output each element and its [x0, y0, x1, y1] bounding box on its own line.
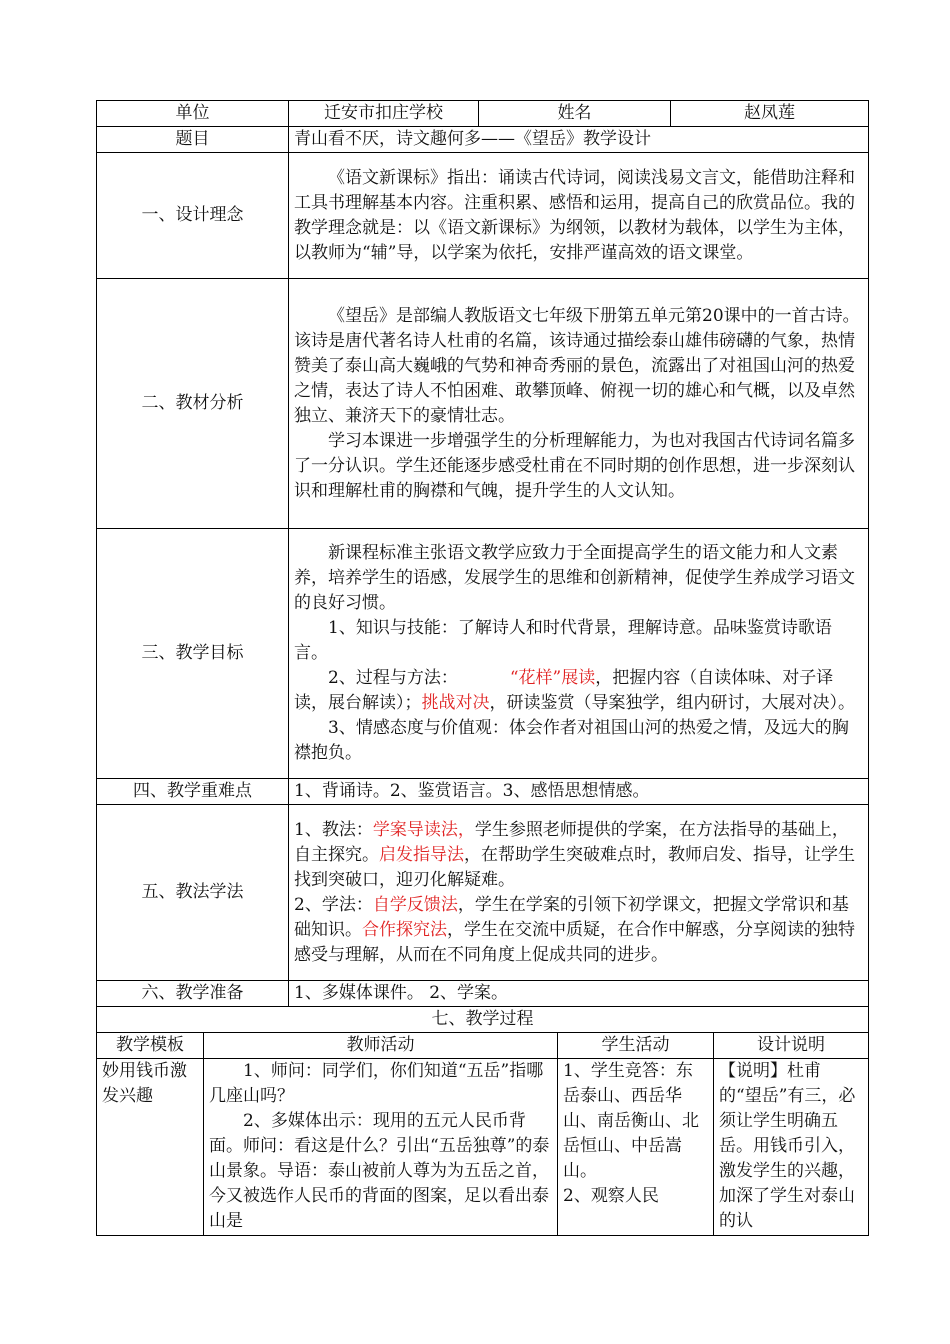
paragraph — [294, 818, 863, 893]
section-body-teaching-goals — [289, 529, 869, 779]
lesson-plan-page — [96, 100, 868, 1236]
section-body-key-points: 1、背诵诗。2、鉴赏语言。3、感悟思想情感。 — [289, 779, 869, 805]
highlight-text: 合作探究法 — [362, 919, 447, 940]
paragraph — [294, 893, 863, 968]
paragraph: 2、观察人民 — [563, 1186, 659, 1206]
paragraph: 《语文新课标》指出：诵读古代诗词，阅读浅易文言文，能借助注释和工具书理解基本内容。注重积累、感悟和运用，提高自己的欣赏品位。我的教学理念就是：以《语文新课标》为纲领，以教材为载体，以学生为主体，以教师为“辅”导，以学案为依托，安排严谨高效的语文课堂。 — [294, 167, 855, 263]
process-module-cell: 妙用钱币激发兴趣 — [97, 1059, 204, 1236]
section-label-preparation: 六、教学准备 — [97, 981, 289, 1007]
highlight-text: 挑战对决 — [421, 693, 490, 713]
paragraph: 新课程标准主张语文教学应致力于全面提高学生的语文能力和人文素养，培养学生的语感，发展学生的思维和创新精神，促使学生养成学习语文的良好习惯。 — [294, 543, 855, 613]
highlight-text: “花样”展读 — [509, 668, 596, 688]
section-body-design-concept — [289, 153, 869, 279]
topic-label: 题目 — [97, 127, 289, 153]
text-run: 2、过程与方法： — [328, 668, 458, 688]
process-table — [96, 1006, 869, 1236]
lesson-plan-table — [96, 100, 869, 1007]
text-run: 2、学法： — [294, 894, 373, 915]
paragraph — [294, 666, 863, 716]
section-body-preparation: 1、多媒体课件。 2、学案。 — [289, 981, 869, 1007]
process-note-cell: 【说明】杜甫的“望岳”有三，必须让学生明确五岳。用钱币引入，激发学生的兴趣，加深了学生对泰山的认 — [714, 1059, 869, 1236]
highlight-text: 学案导读法， — [372, 819, 475, 840]
text-run: ，研读鉴赏（导案独学，组内研讨，大展对决）。 — [489, 693, 855, 713]
unit-label: 单位 — [97, 101, 289, 127]
text-run: ，在帮助学生突破难点时，教师启发、指导，让学生找到突破口，迎刃化解疑难。 — [294, 844, 855, 890]
paragraph: 3、情感态度与价值观：体会作者对祖国山河的热爱之情，及远大的胸襟抱负。 — [294, 718, 849, 763]
name-label: 姓名 — [479, 101, 671, 127]
highlight-text: 启发指导法 — [379, 844, 464, 865]
paragraph: 1、学生竞答：东岳泰山、西岳华山、南岳衡山、北岳恒山、中岳嵩山。 — [563, 1061, 699, 1181]
section-title-process: 七、教学过程 — [97, 1007, 869, 1033]
section-body-material-analysis — [289, 279, 869, 529]
text-run: ，把握内容（自读体味、对子译读，展台解读）； — [294, 668, 834, 713]
section-label-methods: 五、教法学法 — [97, 805, 289, 981]
section-label-material-analysis: 二、教材分析 — [97, 279, 289, 529]
paragraph: 1、知识与技能：了解诗人和时代背景，理解诗意。品味鉴赏诗歌语言。 — [294, 618, 832, 663]
paragraph: 学习本课进一步增强学生的分析理解能力，为也对我国古代诗词名篇多了一分认识。学生还能逐步感受杜甫在不同时期的创作思想，进一步深刻认识和理解杜甫的胸襟和气魄，提升学生的人文认知。 — [294, 430, 855, 501]
col-header-student: 学生活动 — [558, 1033, 714, 1059]
col-header-note: 设计说明 — [714, 1033, 869, 1059]
paragraph: 2、多媒体出示：现用的五元人民币背面。师问：看这是什么？引出“五岳独尊”的泰山景象。导语：泰山被前人尊为为五岳之首，今又被选作人民币的背面的图案，足以看出泰山是 — [209, 1111, 550, 1231]
name-value: 赵凤莲 — [671, 101, 869, 127]
topic-value: 青山看不厌，诗文趣何多——《望岳》教学设计 — [289, 127, 869, 153]
section-label-teaching-goals: 三、教学目标 — [97, 529, 289, 779]
section-label-key-points: 四、教学重难点 — [97, 779, 289, 805]
paragraph: 1、师问：同学们，你们知道“五岳”指哪几座山吗？ — [209, 1061, 544, 1106]
col-header-module: 教学模板 — [97, 1033, 204, 1059]
unit-value: 迁安市扣庄学校 — [289, 101, 479, 127]
col-header-teacher: 教师活动 — [204, 1033, 558, 1059]
process-student-cell — [558, 1059, 714, 1236]
paragraph: 《望岳》是部编人教版语文七年级下册第五单元第20课中的一首古诗。该诗是唐代著名诗人杜甫的名篇，该诗通过描绘泰山雄伟磅礴的气象，热情赞美了泰山高大巍峨的气势和神奇秀丽的景色，流露出了对祖国山河的热爱之情，表达了诗人不怕困难、敢攀顶峰、俯视一切的雄心和气概，以及卓然独立、兼济天下的豪情壮志。 — [294, 305, 860, 426]
highlight-text: 自学反馈法 — [372, 894, 458, 915]
section-label-design-concept: 一、设计理念 — [97, 153, 289, 279]
process-teacher-cell — [204, 1059, 558, 1236]
text-run: ，学生在学案的引领下初学课文，把握文学常识和基础知识。 — [294, 894, 849, 940]
text-run: ，学生在交流中质疑，在合作中解惑，分享阅读的独特感受与理解，从而在不同角度上促成共同的进步。 — [294, 919, 855, 965]
text-run: 1、教法： — [294, 819, 373, 840]
text-run: 学生参照老师提供的学案，在方法指导的基础上，自主探究。 — [294, 819, 849, 865]
section-body-methods — [289, 805, 869, 981]
